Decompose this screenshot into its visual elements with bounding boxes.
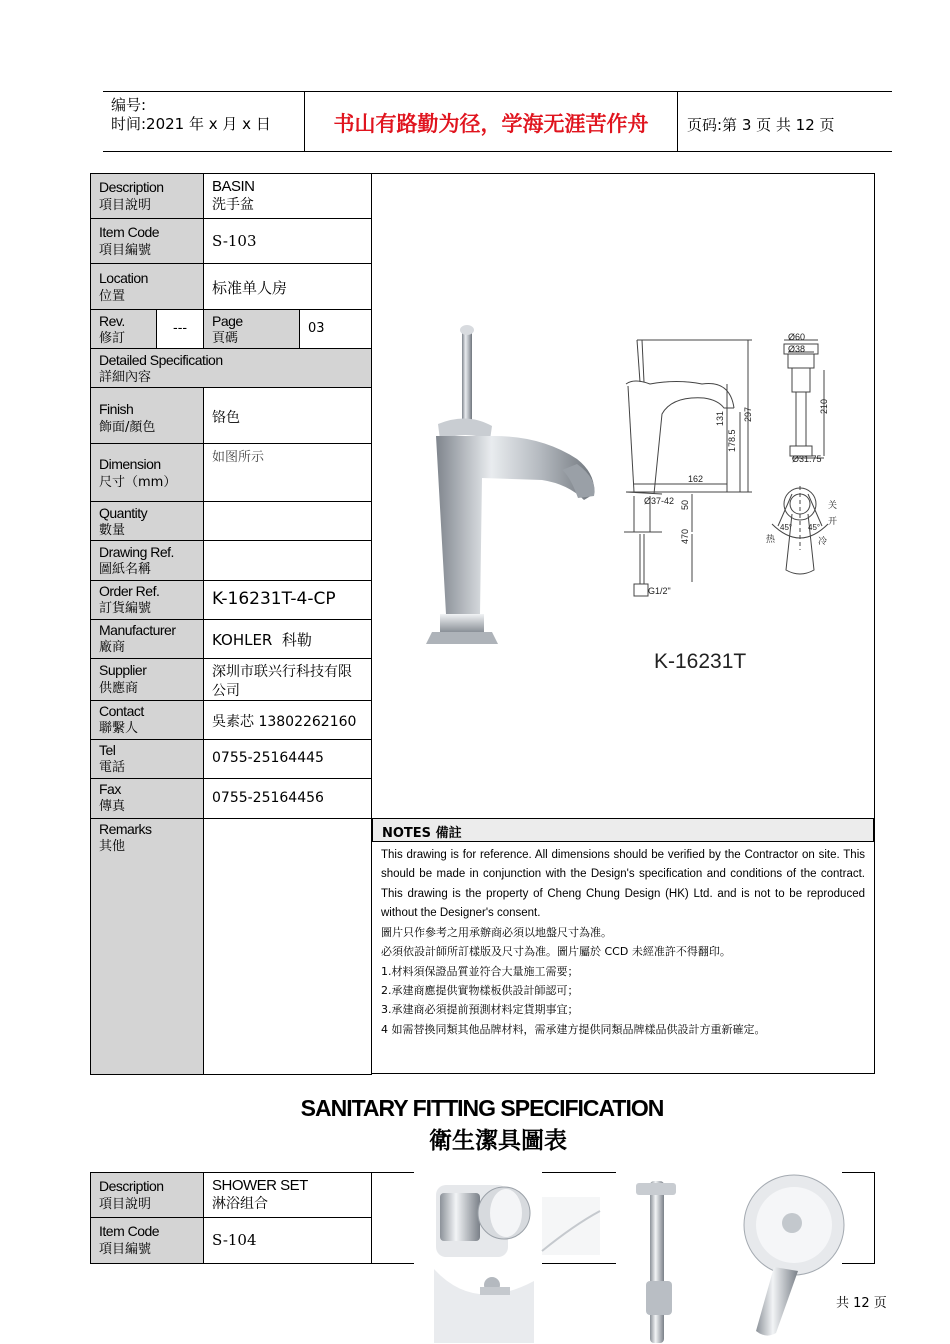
rev-value-cell [156, 309, 204, 349]
fax-label-zh: 傳真 [99, 799, 126, 814]
notes-zh-4: 3.承建商必須提前預測材料定貨期事宜； [381, 1003, 579, 1017]
rain-head-image [542, 1197, 600, 1255]
description2-label-zh: 項目說明 [99, 1197, 152, 1212]
finish-label-en: Finish [99, 401, 134, 417]
item-code-label-zh: 項目編號 [99, 243, 152, 258]
description-label-en: Description [99, 179, 164, 195]
valve-cold-label: 冷 [818, 537, 828, 547]
header-divider-2 [677, 92, 678, 152]
contact-value-cell [203, 700, 372, 740]
quantity-value-cell [203, 501, 372, 541]
header-number: 编号: [111, 96, 147, 114]
detailed-spec-cell [90, 348, 372, 388]
description2-label-cell [90, 1172, 204, 1218]
drawing-ref-label-cell [90, 540, 204, 581]
valve-angle-left: 45° [780, 523, 793, 532]
technical-drawing [624, 340, 828, 596]
contact-value: 吳素芯 13802262160 [212, 714, 357, 730]
dim-d3175: Ø31.75 [792, 454, 822, 464]
header-top-rule [103, 91, 892, 92]
supplier-label-en: Supplier [99, 662, 147, 678]
supplier-value-line1: 深圳市联兴行科技有限 [212, 664, 352, 680]
page-value-cell [299, 309, 372, 349]
dimension-label-zh: 尺寸（mm） [99, 475, 177, 490]
order-ref-label-en: Order Ref. [99, 583, 160, 599]
finish-value: 铬色 [212, 410, 240, 426]
remarks-label-zh: 其他 [99, 839, 126, 854]
remarks-label-cell [90, 818, 204, 1075]
location-label-zh: 位置 [99, 289, 126, 304]
drawing-labels [644, 332, 837, 596]
item-code-value: S-103 [212, 232, 257, 250]
dim-131: 131 [715, 410, 725, 426]
manufacturer-label-zh: 廠商 [99, 640, 126, 655]
header-page: 页码:第 3 页 共 12 页 [687, 116, 835, 134]
section-title-zh: 衛生潔具圖表 [429, 1128, 567, 1154]
page-value: 03 [308, 321, 325, 336]
item-code2-label-cell [90, 1217, 204, 1264]
fax-label-en: Fax [99, 781, 121, 797]
item-code2-value-cell [203, 1217, 372, 1264]
valve-on-label: 开 [828, 517, 838, 527]
location-label-cell [90, 263, 204, 310]
dim-50: 50 [680, 499, 690, 510]
page-label-zh: 頁碼 [212, 331, 239, 346]
notes-zh-2: 1.材料須保證品質並符合大量施工需要； [381, 964, 579, 978]
faucet-drawing [372, 174, 874, 818]
contact-label-cell [90, 700, 204, 740]
notes-zh-1: 必須依設計師所訂樣版及尺寸為准。圖片屬於 CCD 未經准許不得翻印。 [381, 945, 731, 959]
dim-1785: 178.5 [727, 429, 737, 452]
notes-title: NOTES 備註 [382, 826, 462, 841]
detailed-spec-en: Detailed Specification [99, 352, 223, 368]
fax-label-cell [90, 778, 204, 819]
quantity-label-cell [90, 501, 204, 541]
dim-297: 297 [743, 406, 753, 422]
supplier-value-line2: 公司 [212, 683, 240, 699]
faucet-photo [426, 325, 595, 644]
rev-label-cell [90, 309, 157, 349]
section-title-en: SANITARY FITTING SPECIFICATION [300, 1095, 664, 1121]
manufacturer-label-en: Manufacturer [99, 622, 176, 638]
manufacturer-value-cell [203, 619, 372, 659]
rev-value: --- [173, 321, 188, 336]
dim-470: 470 [680, 528, 690, 544]
dimension-value: 如图所示 [212, 450, 265, 465]
dim-d3742: Ø37-42 [644, 496, 675, 506]
item-code2-value: S-104 [212, 1231, 257, 1249]
description-value-cell [203, 173, 372, 219]
footer-page-count: 共 12 页 [836, 1296, 887, 1311]
finish-label-cell [90, 387, 204, 444]
dimension-value-cell [203, 443, 372, 502]
order-ref-value: K-16231T-4-CP [212, 589, 336, 609]
shower-products [414, 1163, 884, 1343]
notes-en: This drawing is for reference. All dimensions should be verified by the Contractor on site. This should be made in conjunction with the Design's specification and conditions of the contract. This drawing is the property of Cheng Chung Design (HK) Ltd. and is not to be reproduced without the Designer's consent. [381, 849, 865, 919]
page-label-cell [203, 309, 300, 349]
contact-label-en: Contact [99, 703, 144, 719]
location-value: 标准单人房 [212, 279, 288, 297]
dim-d60: Ø60 [788, 332, 806, 342]
description-label-cell [90, 173, 204, 219]
quantity-label-zh: 數量 [99, 523, 126, 538]
manufacturer-value: KOHLER 科勒 [212, 631, 312, 649]
valve-hot-label: 热 [766, 535, 776, 545]
dim-d38: Ø38 [788, 344, 806, 354]
header-bottom-rule [103, 151, 892, 152]
valve-off-label: 关 [828, 501, 838, 511]
supplier-value-cell [203, 658, 372, 701]
drawing-ref-value-cell [203, 540, 372, 581]
page-label-en: Page [212, 313, 243, 329]
description2-value-zh: 淋浴组合 [212, 1196, 268, 1212]
dimension-label-cell [90, 443, 204, 502]
tel-label-cell [90, 739, 204, 779]
header-time: 时间:2021 年 x 月 x 日 [111, 115, 271, 133]
fax-value-cell [203, 778, 372, 819]
order-ref-value-cell [203, 580, 372, 620]
tel-label-en: Tel [99, 742, 116, 758]
finish-value-cell [203, 387, 372, 444]
model-label: K-16231T [654, 650, 747, 673]
quantity-label-en: Quantity [99, 505, 148, 521]
fax-value: 0755-25164456 [212, 790, 324, 806]
remarks-value-cell [203, 818, 372, 1075]
location-label-en: Location [99, 270, 148, 286]
contact-label-zh: 聯繫人 [99, 721, 139, 736]
supplier-label-zh: 供應商 [99, 681, 139, 696]
drawing-ref-label-en: Drawing Ref. [99, 544, 174, 560]
description-label-zh: 項目說明 [99, 198, 152, 213]
dimension-label-en: Dimension [99, 456, 161, 472]
supplier-label-cell [90, 658, 204, 701]
order-ref-label-cell [90, 580, 204, 620]
notes-header [372, 818, 874, 842]
drawing-ref-label-zh: 圖紙名稱 [99, 562, 152, 577]
notes-zh-5: 4 如需替換同類其他品牌材料，需承建方提供同類品牌樣品供設計方重新確定。 [381, 1022, 766, 1036]
dim-210: 210 [819, 398, 829, 414]
remarks-label-en: Remarks [99, 821, 152, 837]
item-code-value-cell [203, 218, 372, 264]
description2-label-en: Description [99, 1178, 164, 1194]
item-code2-label-zh: 項目編號 [99, 1242, 152, 1257]
rev-label-zh: 修訂 [99, 331, 126, 346]
item-code-label-cell [90, 218, 204, 264]
manufacturer-label-cell [90, 619, 204, 659]
tel-value: 0755-25164445 [212, 750, 324, 766]
notes-body [381, 846, 865, 1039]
finish-label-zh: 飾面/顏色 [99, 420, 156, 435]
order-ref-label-zh: 訂貨編號 [99, 601, 152, 616]
notes-zh-0: 圖片只作參考之用承辦商必須以地盤尺寸為准。 [381, 926, 612, 940]
item-code2-label-en: Item Code [99, 1223, 160, 1239]
tel-label-zh: 電話 [99, 760, 126, 775]
dim-g12: G1/2" [648, 586, 671, 596]
header-motto: 书山有路勤为径，学海无涯苦作舟 [333, 111, 649, 136]
description2-value-cell [203, 1172, 372, 1218]
tel-value-cell [203, 739, 372, 779]
location-value-cell [203, 263, 372, 310]
rev-label-en: Rev. [99, 313, 125, 329]
dim-162: 162 [688, 474, 704, 484]
detailed-spec-zh: 詳細內容 [99, 370, 152, 385]
item-code-label-en: Item Code [99, 224, 160, 240]
description-value-zh: 洗手盆 [212, 197, 254, 213]
notes-zh-3: 2.承建商應提供實物樣板供設計師認可； [381, 984, 579, 998]
description2-value-en: SHOWER SET [212, 1177, 308, 1194]
description-value-en: BASIN [212, 178, 255, 195]
valve-angle-right: 45° [808, 523, 821, 532]
